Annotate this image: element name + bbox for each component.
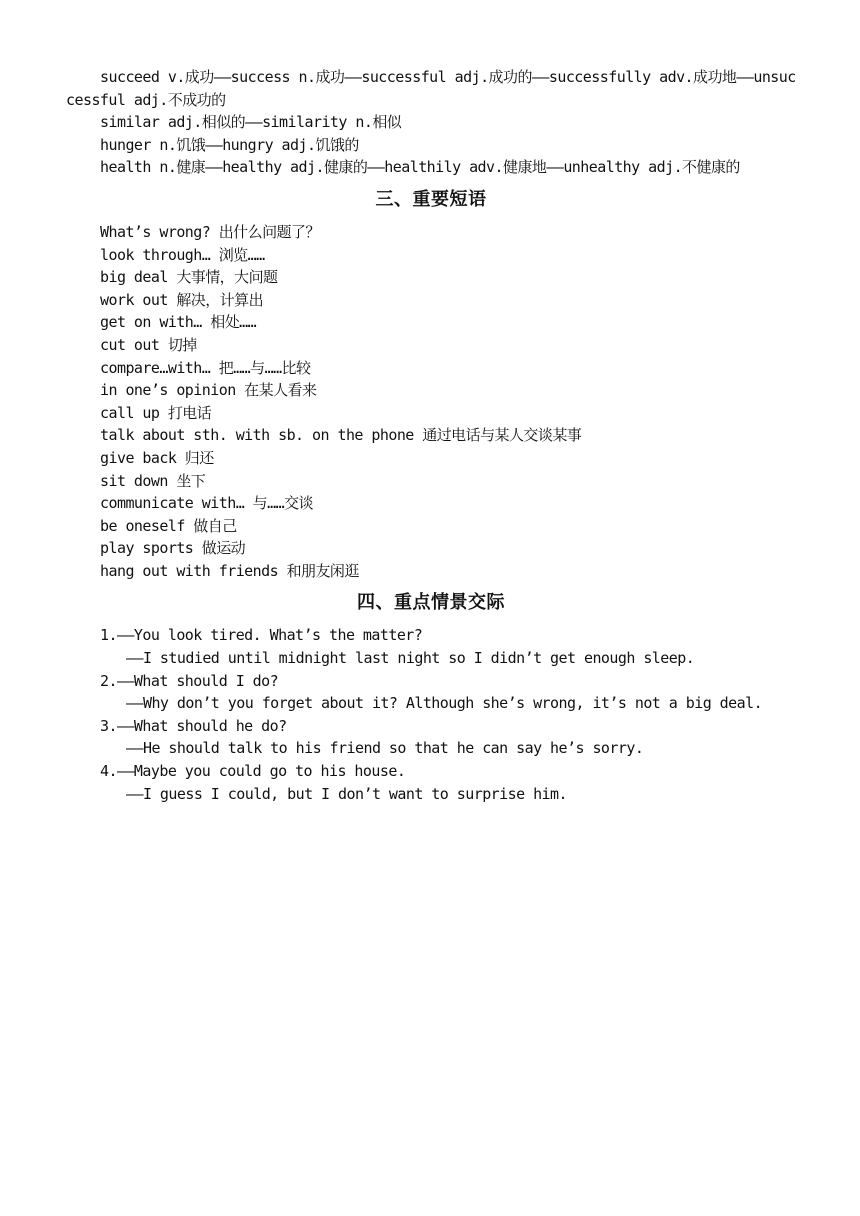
phrase-item: get on with… 相处…… [100, 313, 257, 332]
phrase-item: cut out 切掉 [100, 335, 197, 354]
phrase-item: sit down 坐下 [100, 471, 206, 490]
dialogue-item [66, 715, 796, 760]
phrase-item: hang out with friends 和朋友闲逛 [100, 561, 359, 580]
phrase-item: call up 打电话 [100, 403, 212, 422]
section-heading-dialogues: 四、重点情景交际 [357, 592, 505, 614]
dialogue-answer: ——I guess I could, but I don’t want to surprise him. [126, 784, 568, 803]
dialogue-answer: ——He should talk to his friend so that he can say he’s sorry. [126, 739, 644, 758]
document-page [66, 66, 796, 805]
phrase-item: give back 归还 [100, 448, 214, 467]
phrase-item: What’s wrong? 出什么问题了？ [100, 222, 320, 241]
vocab-line-health: health n.健康——healthy adj.健康的——healthily adv.健康地——unhealthy adj.不健康的 [100, 158, 740, 177]
phrase-item: play sports 做运动 [100, 539, 246, 558]
dialogue-answer: ——Why don’t you forget about it? Although she’s wrong, it’s not a big deal. [126, 694, 763, 713]
phrase-item: big deal 大事情，大问题 [100, 268, 278, 287]
phrase-item: compare…with… 把……与……比较 [100, 358, 311, 377]
phrase-item: work out 解决，计算出 [100, 290, 264, 309]
phrase-item: be oneself 做自己 [100, 516, 237, 535]
dialogue-question: 4.——Maybe you could go to his house. [100, 762, 406, 781]
phrase-list [66, 221, 796, 583]
section-heading-phrases: 三、重要短语 [375, 188, 487, 210]
dialogue-item [66, 670, 796, 715]
dialogue-item [66, 624, 796, 669]
phrase-item: communicate with… 与……交谈 [100, 494, 313, 513]
dialogue-question: 3.——What should he do? [100, 716, 287, 735]
vocabulary-section [66, 66, 796, 179]
dialogue-list [66, 624, 796, 805]
dialogue-question: 2.——What should I do? [100, 671, 279, 690]
dialogue-question: 1.——You look tired. What’s the matter? [100, 626, 423, 645]
vocab-line-succeed: succeed v.成功——success n.成功——successful adj.成功的——successfully adv.成功地——unsuccessful adj.不成功的 [66, 68, 796, 109]
phrase-item: look through… 浏览…… [100, 245, 265, 264]
phrase-item: in one’s opinion 在某人看来 [100, 381, 317, 400]
phrase-item: talk about sth. with sb. on the phone 通过电话与某人交谈某事 [100, 426, 582, 445]
vocab-line-hunger: hunger n.饥饿——hungry adj.饥饿的 [100, 135, 359, 154]
dialogue-answer: ——I studied until midnight last night so I didn’t get enough sleep. [126, 649, 695, 668]
dialogue-item [66, 760, 796, 805]
vocab-line-similar: similar adj.相似的——similarity n.相似 [100, 113, 402, 132]
